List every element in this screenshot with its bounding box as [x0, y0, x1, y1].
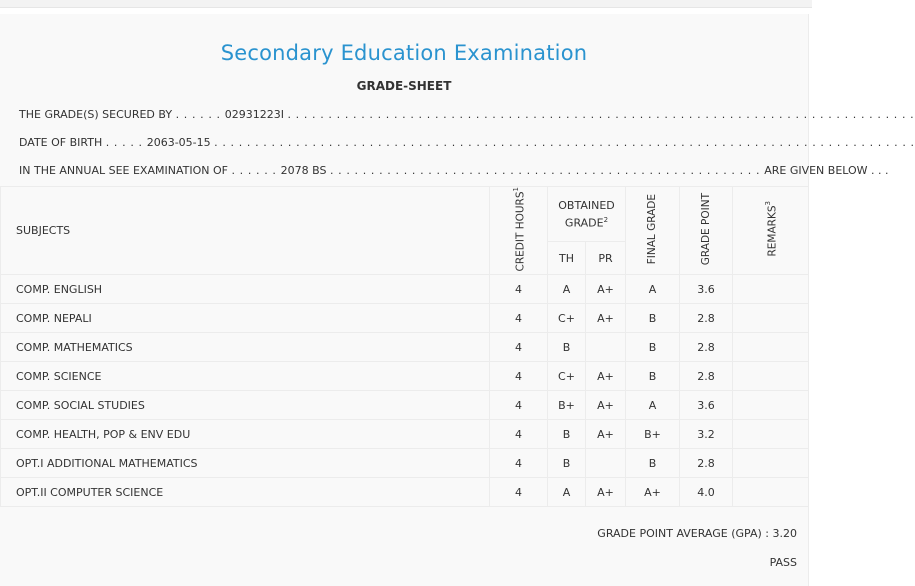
exam-line [19, 164, 889, 177]
subject-cell: COMP. MATHEMATICS [1, 333, 490, 362]
pr-cell: A+ [586, 362, 626, 391]
credit-cell: 4 [490, 449, 548, 478]
dob-label: DATE OF BIRTH [19, 136, 103, 149]
final-grade-cell: A+ [626, 478, 680, 507]
grade-point-cell: 2.8 [680, 362, 733, 391]
pr-cell [586, 449, 626, 478]
th-cell: C+ [548, 362, 586, 391]
final-grade-cell: A [626, 391, 680, 420]
leader-dots: . . . . . . [231, 164, 281, 177]
header-obtained-grade: OBTAINED GRADE$^2$ [548, 187, 626, 242]
gpa-label: GRADE POINT AVERAGE (GPA) : [597, 527, 769, 540]
th-cell: B [548, 333, 586, 362]
remarks-cell [733, 333, 809, 362]
th-cell: C+ [548, 304, 586, 333]
th-cell: A [548, 275, 586, 304]
exam-suffix: ARE GIVEN BELOW . . . [764, 164, 889, 177]
grade-point-cell: 2.8 [680, 304, 733, 333]
grade-point-cell: 3.6 [680, 275, 733, 304]
top-bar [0, 0, 812, 8]
table-row [1, 304, 809, 333]
exam-year: 2078 BS [280, 164, 327, 177]
final-grade-cell: B [626, 362, 680, 391]
credit-cell: 4 [490, 391, 548, 420]
remarks-cell [733, 362, 809, 391]
exam-title: Secondary Education Examination [220, 41, 588, 65]
leader-dots: . . . . . . . . . . . . . . . . . . . . . . . . . . . . . . . . . . . . . . . . . . . . . . . . . . . . . . . . . . . . . . . . . . . . . . . . . . . . . [287, 108, 915, 121]
pr-cell: A+ [586, 275, 626, 304]
final-grade-cell: B [626, 449, 680, 478]
gpa-line [597, 527, 797, 540]
pr-cell: A+ [586, 304, 626, 333]
exam-label: IN THE ANNUAL SEE EXAMINATION OF [19, 164, 228, 177]
grade-point-cell: 2.8 [680, 449, 733, 478]
credit-cell: 4 [490, 362, 548, 391]
leader-dots: . . . . . . . . . . . . . . . . . . . . . . . . . . . . . . . . . . . . . . . . . . . . . . . . . . . . . [329, 164, 765, 177]
credit-cell: 4 [490, 478, 548, 507]
credit-cell: 4 [490, 275, 548, 304]
leader-dots: . . . . . . [175, 108, 225, 121]
table-row [1, 420, 809, 449]
dob-line [19, 136, 915, 149]
header-remarks: REMARKS$^3$ [733, 187, 809, 275]
header-grade-point: GRADE POINT [680, 187, 733, 275]
header-pr: PR [586, 242, 626, 275]
final-grade-cell: A [626, 275, 680, 304]
remarks-cell [733, 420, 809, 449]
subject-cell: COMP. NEPALI [1, 304, 490, 333]
subject-cell: COMP. HEALTH, POP & ENV EDU [1, 420, 490, 449]
subject-cell: COMP. SOCIAL STUDIES [1, 391, 490, 420]
final-grade-cell: B+ [626, 420, 680, 449]
secured-by-label: THE GRADE(S) SECURED BY [19, 108, 173, 121]
credit-cell: 4 [490, 304, 548, 333]
leader-dots: . . . . . . . . . . . . . . . . . . . . . . . . . . . . . . . . . . . . . . . . . . . . . . . . . . . . . . . . . . . . . . . . . . . . . . . . . . . . . . . . . . . . . . [214, 136, 915, 149]
table-row [1, 391, 809, 420]
th-cell: B [548, 449, 586, 478]
gpa-value: 3.20 [772, 527, 797, 540]
remarks-cell [733, 478, 809, 507]
table-row [1, 275, 809, 304]
secured-by-line [19, 108, 914, 121]
table-row [1, 333, 809, 362]
grade-point-cell: 3.2 [680, 420, 733, 449]
sheet-subtitle: GRADE-SHEET [356, 79, 452, 93]
header-th: TH [548, 242, 586, 275]
pr-cell [586, 333, 626, 362]
final-grade-cell: B [626, 304, 680, 333]
th-cell: B [548, 420, 586, 449]
table-row [1, 449, 809, 478]
grade-point-cell: 4.0 [680, 478, 733, 507]
table-row [1, 478, 809, 507]
grade-point-cell: 3.6 [680, 391, 733, 420]
remarks-cell [733, 275, 809, 304]
pr-cell: A+ [586, 420, 626, 449]
th-cell: B+ [548, 391, 586, 420]
pr-cell: A+ [586, 478, 626, 507]
credit-cell: 4 [490, 333, 548, 362]
subject-cell: OPT.I ADDITIONAL MATHEMATICS [1, 449, 490, 478]
remarks-cell [733, 449, 809, 478]
dob-value: 2063-05-15 [146, 136, 211, 149]
symbol-number: 02931223I [224, 108, 284, 121]
final-grade-cell: B [626, 333, 680, 362]
header-credit-hours: CREDIT HOURS$^1$ [490, 187, 548, 275]
subject-cell: COMP. ENGLISH [1, 275, 490, 304]
grades-table [0, 186, 809, 507]
table-row [1, 362, 809, 391]
result-status: PASS [769, 556, 797, 569]
header-final-grade: FINAL GRADE [626, 187, 680, 275]
subject-cell: COMP. SCIENCE [1, 362, 490, 391]
pr-cell: A+ [586, 391, 626, 420]
subject-cell: OPT.II COMPUTER SCIENCE [1, 478, 490, 507]
remarks-cell [733, 304, 809, 333]
remarks-cell [733, 391, 809, 420]
grade-point-cell: 2.8 [680, 333, 733, 362]
th-cell: A [548, 478, 586, 507]
header-subjects: SUBJECTS [1, 187, 490, 275]
credit-cell: 4 [490, 420, 548, 449]
leader-dots: . . . . . [105, 136, 147, 149]
